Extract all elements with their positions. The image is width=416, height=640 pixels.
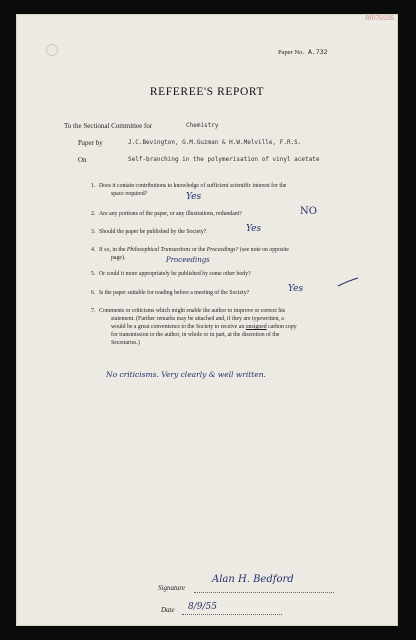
- question-text-italic: Philosophical Transactions: [126, 247, 191, 253]
- question-number: 4.: [91, 247, 96, 253]
- archive-reference: RR/75/235: [365, 16, 394, 22]
- question-number: 3.: [91, 229, 96, 235]
- question-text: Is the paper suitable for reading before a meeting of the Society?: [99, 290, 250, 296]
- question-number: 5.: [91, 271, 96, 277]
- question-text: If so, in the: [99, 247, 126, 253]
- date-line: [182, 614, 282, 615]
- question-number: 6.: [91, 290, 96, 296]
- question-text-cont: page).: [111, 255, 126, 261]
- paper-number-label: Paper No.: [278, 49, 304, 56]
- question-7: [91, 307, 381, 351]
- question-number: 7.: [91, 308, 96, 314]
- answer-3: Yes: [246, 224, 262, 234]
- paper-number: [278, 48, 328, 56]
- question-3: [91, 228, 361, 237]
- answer-4: Proceedings: [166, 256, 210, 264]
- question-text: Does it contain contributions to knowledge of sufficient scientific interest for the: [99, 183, 287, 189]
- signature-label: Signature: [158, 584, 185, 592]
- question-text: (see note on opposite: [239, 247, 289, 253]
- sectional-committee-label: To the Sectional Committee for: [64, 122, 153, 130]
- signature-line: [194, 592, 334, 593]
- question-number: 2.: [91, 211, 96, 217]
- question-text-cont: carbon copy: [268, 324, 297, 330]
- punch-hole: [46, 44, 58, 56]
- answer-2: NO: [300, 206, 317, 217]
- question-text-underlined: unsigned: [245, 324, 267, 330]
- question-text-cont: statement. (Further remarks may be attached and, if they are typewritten, a: [111, 316, 284, 322]
- handwritten-comment: No criticisms. Very clearly & well written.: [106, 370, 266, 379]
- answer-1: Yes: [186, 192, 202, 202]
- question-6: [91, 289, 361, 298]
- date-value: 8/9/55: [188, 602, 217, 612]
- question-text-cont: would be a great convenience to the Society to receive an: [111, 324, 245, 330]
- question-5: [91, 270, 361, 279]
- question-text: Are any portions of the paper, or any illustrations, redundant?: [99, 211, 242, 217]
- question-text: Should the paper be published by the Society?: [99, 229, 207, 235]
- date-label: Date: [161, 606, 175, 614]
- question-4: [91, 246, 381, 264]
- question-text: Or could it more appropriately be published by some other body?: [99, 271, 251, 277]
- paper-number-value: A.732: [308, 48, 328, 56]
- sectional-committee-value: Chemistry: [186, 122, 219, 129]
- question-text-cont: space required?: [111, 191, 148, 197]
- question-text: or the: [191, 247, 206, 253]
- report-page: [16, 14, 398, 626]
- question-text-cont: for transmission to the author, in whole or in part, at the discretion of the: [111, 332, 280, 338]
- question-text-italic: Proceedings?: [206, 247, 239, 253]
- pen-stroke: [336, 276, 360, 288]
- paper-by-label: Paper by: [78, 139, 103, 147]
- paper-by-value: J.C.Bevington, G.M.Guzman & H.W.Melville, F.R.S.: [128, 139, 302, 146]
- question-1: [91, 182, 361, 200]
- on-label: On: [78, 156, 87, 164]
- question-text: Comments or criticisms which might enable the author to improve or correct his: [99, 308, 286, 314]
- question-text-cont: Secretaries.): [111, 340, 140, 346]
- question-2: [91, 210, 361, 219]
- answer-6: Yes: [288, 284, 304, 294]
- question-number: 1.: [91, 183, 96, 189]
- page-title: REFEREE'S REPORT: [149, 86, 265, 98]
- signature-value: Alan H. Bedford: [212, 574, 294, 585]
- on-value: Self-branching in the polymerisation of vinyl acetate: [128, 156, 320, 163]
